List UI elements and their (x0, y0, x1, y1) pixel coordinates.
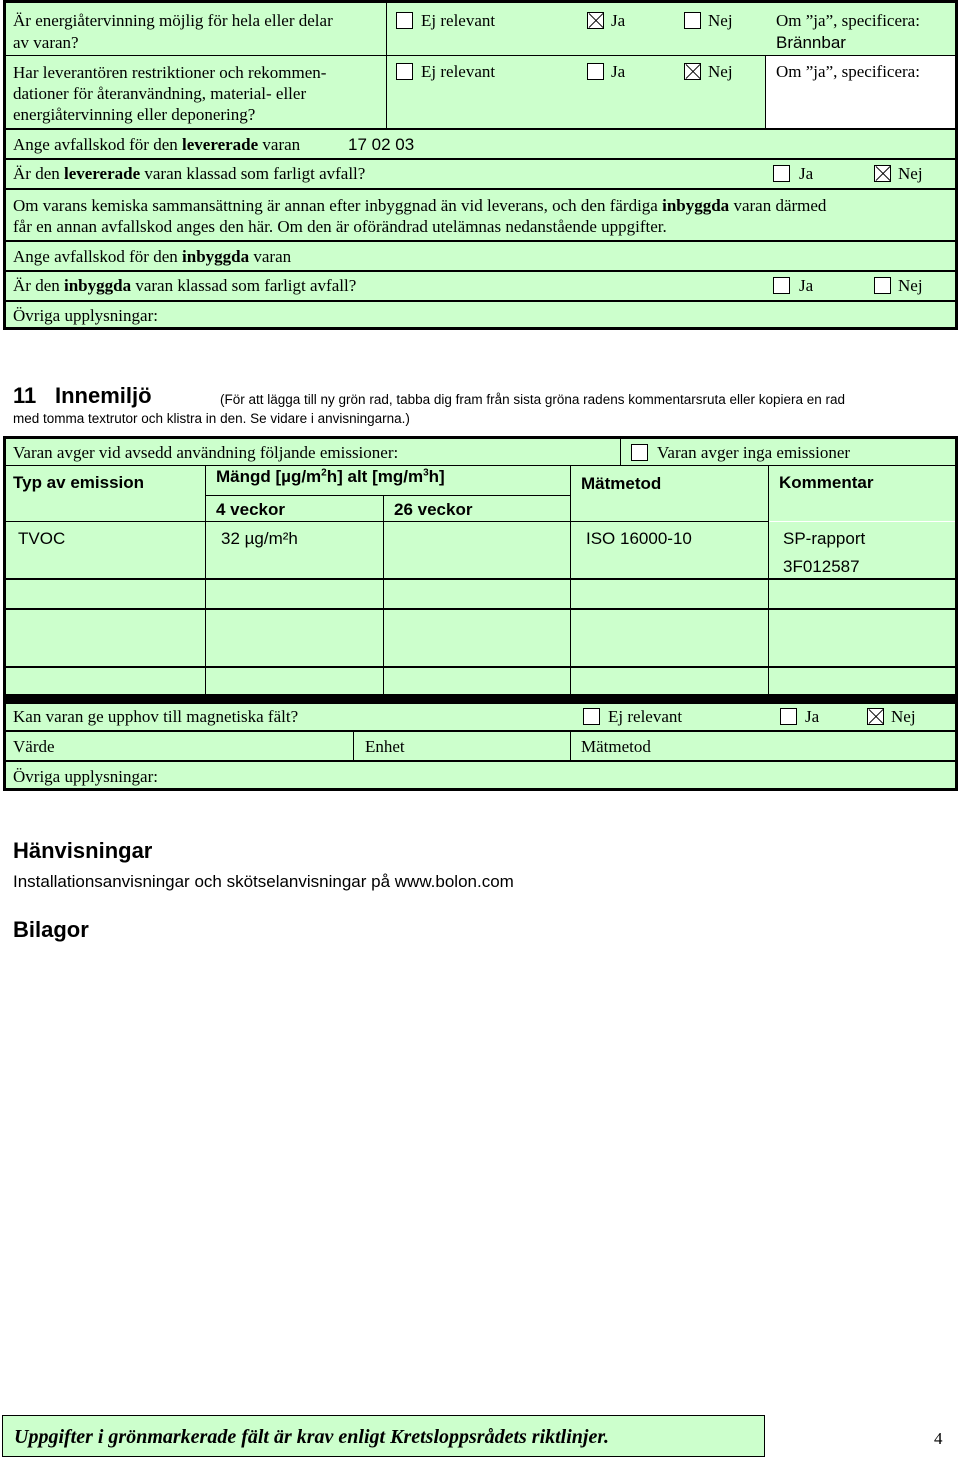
restrictions-not-relevant-label: Ej relevant (421, 62, 496, 81)
restrictions-question-line1: Har leverantören restriktioner och rekommen- (13, 63, 327, 82)
restrictions-specify-label: Om ”ja”, specificera: (776, 62, 920, 81)
energy-yes-label: Ja (611, 11, 626, 30)
restrictions-yes-checkbox[interactable] (587, 63, 604, 80)
restrictions-no-label: Nej (708, 62, 733, 81)
energy-not-relevant-checkbox[interactable] (396, 12, 413, 29)
chemical-change-line1: Om varans kemiska sammansättning är annan efter inbyggnad än vid leverans, och den färdiga inbyggda varan därmed (13, 196, 827, 215)
emission-comment-line2[interactable]: 3F012587 (783, 557, 860, 576)
other-info-label: Övriga upplysningar: (13, 306, 158, 325)
col-header-type: Typ av emission (13, 473, 145, 492)
hazard-delivered-yes-checkbox[interactable] (773, 165, 790, 182)
hazard-delivered-no-checkbox[interactable] (874, 165, 891, 182)
built-waste-code-label: Ange avfallskod för den inbyggda varan (13, 247, 292, 266)
no-emissions-label: Varan avger inga emissioner (657, 443, 851, 462)
magnetic-yes-checkbox[interactable] (780, 708, 797, 725)
restrictions-question-line2: dationer för återanvändning, material- eller (13, 84, 307, 103)
section-11-note-line1: (För att lägga till ny grön rad, tabba dig fram från sista gröna radens kommentarsruta eller kopiera en rad (220, 392, 846, 407)
section-11-number: 11 (13, 383, 37, 408)
magnetic-not-relevant-checkbox[interactable] (583, 708, 600, 725)
emissions-label: Varan avger vid avsedd användning följande emissioner: (13, 443, 399, 462)
energy-question-line2: av varan? (13, 33, 79, 52)
col-header-amount: Mängd $[\mu g/m^2h]$ alt $[mg/m^3h]$ (216, 467, 445, 486)
magnetic-no-checkbox[interactable] (867, 708, 884, 725)
emission-type-cell[interactable]: TVOC (18, 529, 66, 548)
references-text: Installationsanvisningar och skötselanvisningar på www.bolon.com (13, 872, 514, 891)
emission-method-cell[interactable]: ISO 16000-10 (586, 529, 692, 548)
hazard-delivered-yes-label: Ja (799, 164, 814, 183)
emission-row-2[interactable] (6, 580, 955, 608)
restrictions-no-checkbox[interactable] (684, 63, 701, 80)
hazard-built-no-checkbox[interactable] (874, 277, 891, 294)
magnetic-not-relevant-label: Ej relevant (608, 707, 683, 726)
no-emissions-checkbox[interactable] (631, 444, 648, 461)
col-header-26-weeks: 26 veckor (394, 500, 473, 519)
hazard-built-question: Är den inbyggda varan klassad som farligt avfall? (13, 276, 357, 295)
col-header-method: Mätmetod (581, 474, 662, 493)
energy-specify-label: Om ”ja”, specificera: (776, 11, 920, 30)
section-11-title: Innemiljö (55, 383, 152, 408)
restrictions-not-relevant-checkbox[interactable] (396, 63, 413, 80)
energy-no-checkbox[interactable] (684, 12, 701, 29)
waste-code-label: Ange avfallskod för den levererade varan (13, 135, 301, 154)
magnetic-yes-label: Ja (805, 707, 820, 726)
magnetic-method-label: Mätmetod (581, 737, 651, 756)
hazard-delivered-question: Är den levererade varan klassad som farligt avfall? (13, 164, 366, 183)
magnetic-no-label: Nej (891, 707, 916, 726)
waste-code-value[interactable]: 17 02 03 (348, 135, 415, 154)
energy-specify-value[interactable]: Brännbar (776, 33, 846, 52)
restrictions-yes-label: Ja (611, 62, 626, 81)
hazard-built-no-label: Nej (898, 276, 923, 295)
page-number: 4 (934, 1429, 943, 1448)
magnetic-other-info-label: Övriga upplysningar: (13, 767, 158, 786)
magnetic-value-label: Värde (13, 737, 55, 756)
references-heading: Hänvisningar (13, 838, 153, 863)
energy-yes-checkbox[interactable] (587, 12, 604, 29)
restrictions-question-line3: energiåtervinning eller deponering? (13, 105, 256, 124)
energy-question-line1: Är energiåtervinning möjlig för hela eller delar (13, 11, 333, 30)
emission-comment-line1[interactable]: SP-rapport (783, 529, 866, 548)
attachments-heading: Bilagor (13, 917, 89, 942)
magnetic-question: Kan varan ge upphov till magnetiska fält? (13, 707, 299, 726)
emission-row-3[interactable] (6, 610, 955, 694)
magnetic-unit-label: Enhet (365, 737, 405, 756)
section-11-note-line2: med tomma textrutor och klistra in den. Se vidare i anvisningarna.) (13, 411, 410, 426)
hazard-built-yes-label: Ja (799, 276, 814, 295)
col-header-comment: Kommentar (779, 473, 874, 492)
energy-not-relevant-label: Ej relevant (421, 11, 496, 30)
footer-text: Uppgifter i grönmarkerade fält är krav enligt Kretsloppsrådets riktlinjer. (14, 1426, 610, 1448)
chemical-change-line2: får en annan avfallskod anges den här. Om den är oförändrad utelämnas nedanstående uppgifter. (13, 217, 667, 236)
emission-4-weeks-cell[interactable]: 32 µg/m²h (221, 529, 298, 548)
hazard-built-yes-checkbox[interactable] (773, 277, 790, 294)
hazard-delivered-no-label: Nej (898, 164, 923, 183)
magnetic-value-row[interactable] (6, 732, 955, 760)
col-header-4-weeks: 4 veckor (216, 500, 285, 519)
energy-no-label: Nej (708, 11, 733, 30)
